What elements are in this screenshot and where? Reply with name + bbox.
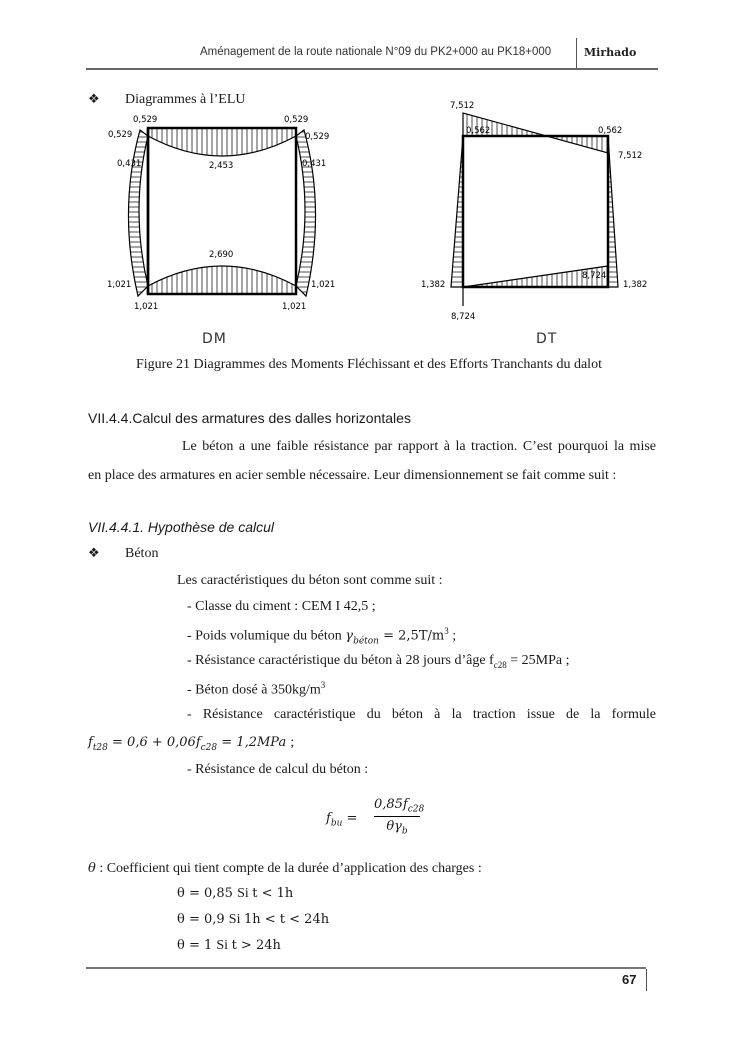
dm-diagram <box>128 128 315 296</box>
dt-label-right-upper: 7,512 <box>618 151 643 161</box>
dm-label-bottom-left-side: 1,021 <box>107 280 132 290</box>
dm-label-top-mid: 2,453 <box>209 161 234 171</box>
dt-right-wall-shear <box>608 136 618 287</box>
dm-right-wall-moment <box>296 130 316 296</box>
dm-title: DM <box>202 331 227 347</box>
diamond-bullet-icon: ❖ <box>88 546 100 561</box>
item-beton-dose: - Béton dosé à $350kg/m^3$ <box>187 680 326 698</box>
dm-label-bottom-left-bot: 1,021 <box>134 302 159 312</box>
item-resistance-28j: - Résistance caractéristique du béton à 28 jours d’âge $f_{c28} = 25MPa$ ; <box>187 653 570 670</box>
dt-label-right-lower: 1,382 <box>623 280 648 290</box>
paragraph-line-2: en place des armatures en acier semble nécessaire. Leur dimensionnement se fait comme suit : <box>88 468 617 483</box>
theta-case-3: θ = 1 Si t > 24h <box>177 938 281 953</box>
item-resistance-calcul: - Résistance de calcul du béton : <box>187 762 369 777</box>
figure-diagrams <box>0 0 745 360</box>
dt-left-wall-shear <box>451 136 463 287</box>
dm-label-top-right-top: 0,529 <box>284 115 309 125</box>
theta-case-2: θ = 0,9 Si 1h < t < 24h <box>177 912 330 927</box>
footer-separator <box>646 969 647 991</box>
dm-label-top-right-side: 0,529 <box>305 132 330 142</box>
dt-label-left-lower: 1,382 <box>421 280 446 290</box>
section-heading-744: VII.4.4.Calcul des armatures des dalles horizontales <box>88 410 411 426</box>
dt-label-bottom-left-out: 8,724 <box>451 312 476 322</box>
dm-label-left-mid: 0,431 <box>117 159 142 169</box>
traction-formula: $f_{t28} = 0,6 + 0,06f_{c28} = 1,2MPa$ ; <box>88 735 295 753</box>
dt-label-top-right-in: 0,562 <box>598 126 623 136</box>
item-classe-ciment: - Classe du ciment : CEM I 42,5 ; <box>187 599 376 614</box>
dm-label-right-mid: 0,431 <box>302 159 327 169</box>
dt-title: DT <box>536 331 558 347</box>
dt-label-top-left-out: 7,512 <box>450 101 475 111</box>
paragraph-line-1: Le béton a une faible résistance par rapport à la traction. C’est pourquoi la mise <box>182 439 656 454</box>
running-header-brand: Mirhado <box>584 46 637 59</box>
dm-label-bottom-mid: 2,690 <box>209 250 234 260</box>
running-header-title: Aménagement de la route nationale N°09 du PK2+000 au PK18+000 <box>200 46 552 58</box>
dm-label-top-left-top: 0,529 <box>133 115 158 125</box>
dm-label-top-left-side: 0,529 <box>108 130 133 140</box>
theta-definition: θ : Coefficient qui tient compte de la durée d’application des charges : <box>88 861 482 876</box>
beton-heading: Béton <box>125 546 159 561</box>
dm-top-moment <box>148 128 296 156</box>
dt-label-bottom-right-in: 8,724 <box>582 271 607 281</box>
theta-case-1: θ = 0,85 Si t < 1h <box>177 886 294 901</box>
dm-label-bottom-right-side: 1,021 <box>311 280 336 290</box>
footer-rule <box>86 967 646 969</box>
dm-bottom-moment <box>148 266 296 294</box>
elu-heading: Diagrammes à l’ELU <box>125 92 246 107</box>
figure-caption: Figure 21 Diagrammes des Moments Fléchissant et des Efforts Tranchants du dalot <box>136 357 602 372</box>
section-heading-7441: VII.4.4.1. Hypothèse de calcul <box>88 519 274 535</box>
page-number: 67 <box>622 972 637 987</box>
item-poids-volumique: - Poids volumique du béton $\gamma_{béton} = 2,5T/m^3$ ; <box>187 626 457 647</box>
dm-left-wall-moment <box>128 130 148 296</box>
item-resistance-traction: - Résistance caractéristique du béton à la traction issue de la formule <box>187 707 656 722</box>
dt-frame <box>463 136 608 287</box>
caracteristiques-intro: Les caractéristiques du béton sont comme suit : <box>177 573 443 588</box>
dm-label-bottom-right-bot: 1,021 <box>282 302 307 312</box>
diamond-bullet-icon: ❖ <box>88 92 100 107</box>
dt-label-top-left-in: 0,562 <box>466 126 491 136</box>
